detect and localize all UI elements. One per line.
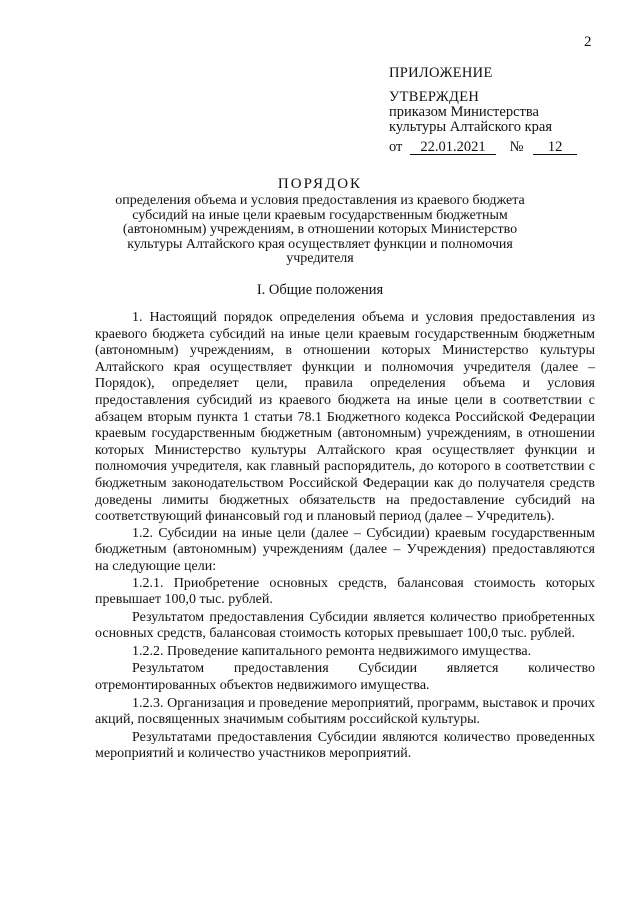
- result-paragraph-2: Результатом предоставления Субсидии является количество отремонтированных объектов недвижимого имущества.: [95, 661, 595, 694]
- paragraph-1: 1. Настоящий порядок определения объема и условия предоставления из краевого бюджета субсидий на иные цели краевым государственным бюджетным (автономным) учреждениям, в отношении которых Министерство культуры Алтайского края осуществляет функции и полномочия учредителя (далее – Порядок), определяет цели, правила определения объема и условия предоставления субсидий из краевого бюджета на иные цели в соответствии с абзацем вторым пункта 1 статьи 78.1 Бюджетного кодекса Российской Федерации краевым государственным бюджетным (автономным) учреждениям, в отношении которых Министерство культуры Алтайского края осуществляет функции и полномочия учредителя, как главный распорядитель, до которого в соответствии с бюджетным законодательством Российской Федерации как до получателя средств доведены лимиты бюджетных обязательств на предоставление субсидий на соответствующий финансовый год и плановый период (далее – Учредитель).: [95, 310, 595, 525]
- document-title: [100, 176, 540, 267]
- order-line-2: культуры Алтайского края: [389, 119, 553, 135]
- page-number: 2: [584, 34, 592, 50]
- paragraph-1-2-2: 1.2.2. Проведение капитального ремонта недвижимого имущества.: [132, 643, 532, 659]
- title-heading: ПОРЯДОК: [277, 176, 363, 192]
- paragraph-1-2-3: 1.2.3. Организация и проведение мероприятий, программ, выставок и прочих акций, посвященных значимым событиям российской культуры.: [95, 695, 595, 728]
- order-line-1: приказом Министерства: [389, 104, 539, 120]
- document-body: [95, 310, 595, 763]
- number-sign: №: [509, 139, 524, 155]
- paragraph-1-2: 1.2. Субсидии на иные цели (далее – Субсидии) краевым государственным бюджетным (автономным) учреждениям (далее – Учреждения) предоставляются на следующие цели:: [95, 525, 595, 574]
- title-subtitle: определения объема и условия предоставления из краевого бюджета субсидий на иные цели краевым государственным бюджетным (автономным) учреждениям, в отношении которых Министерство культуры Алтайского края осуществляет функции и полномочия учредителя: [115, 193, 525, 266]
- section-heading: I. Общие положения: [256, 282, 384, 298]
- result-paragraph-3: Результатами предоставления Субсидии являются количество проведенных мероприятий и количество участников мероприятий.: [95, 729, 595, 762]
- order-reference: [389, 140, 577, 155]
- paragraph-1-2-1: 1.2.1. Приобретение основных средств, балансовая стоимость которых превышает 100,0 тыс. рублей.: [95, 575, 595, 608]
- order-date: 22.01.2021: [410, 140, 496, 155]
- result-paragraph-1: Результатом предоставления Субсидии является количество приобретенных основных средств, балансовая стоимость которых превышает 100,0 тыс. рублей.: [95, 609, 595, 642]
- from-label: от: [389, 139, 403, 155]
- order-number: 12: [533, 140, 577, 155]
- approved-label: УТВЕРЖДЕН: [389, 89, 480, 105]
- approval-stamp: [389, 66, 577, 155]
- attachment-label: ПРИЛОЖЕНИЕ: [389, 65, 493, 81]
